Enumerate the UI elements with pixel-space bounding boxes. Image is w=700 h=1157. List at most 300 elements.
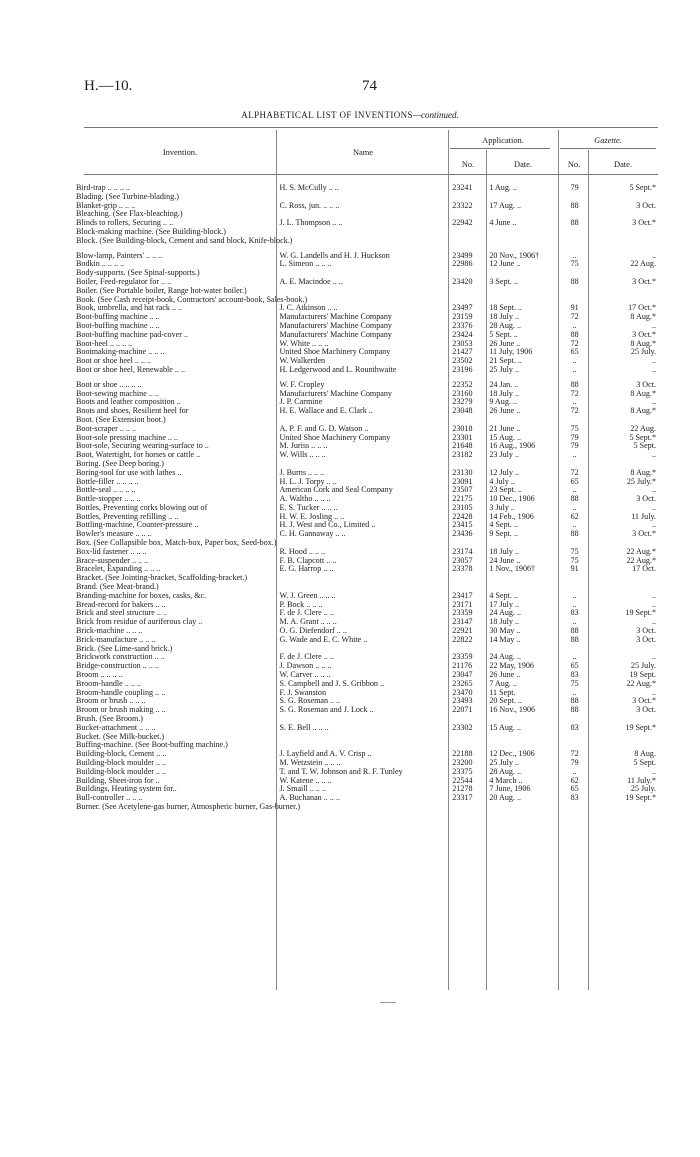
gazette-date-cell (588, 228, 656, 237)
gazette-no-cell: .. (572, 250, 577, 260)
application-no-cell: 23200 (452, 758, 473, 767)
name-cell: J. C. Atkinson .. .. (279, 303, 338, 313)
header-name: Name (353, 148, 373, 157)
name-cell: American Cork and Seal Company (279, 485, 393, 495)
application-date-cell: 12 June .. (489, 259, 521, 269)
invention-cell: Broom .. .. .. .. (76, 670, 123, 680)
gazette-date-cell: 3 Oct. (636, 626, 656, 636)
application-date-cell (489, 287, 561, 296)
invention-cell: Bodkin .. .. .. .. (76, 259, 125, 269)
name-cell: A. Waltho .. .. .. (279, 494, 331, 504)
application-no-cell: 23507 (452, 485, 473, 495)
invention-cell: Book, umbrella, and hat rack .. .. (76, 303, 183, 313)
application-no-cell: 22986 (452, 259, 473, 269)
name-cell: W. Carver .. .. .. (279, 670, 331, 680)
gazette-no-cell: .. (572, 617, 577, 627)
invention-cell: Brick from residue of auriferous clay .. (76, 617, 203, 627)
invention-cell: Boot-scraper .. .. .. (76, 423, 137, 433)
application-no-cell: 23160 (452, 388, 473, 398)
footer-mark (380, 1002, 396, 1003)
header-gazette: Gazette. (594, 136, 622, 145)
gazette-date-cell: 25 July.* (626, 476, 656, 486)
application-date-cell: 24 Aug. .. (489, 608, 522, 618)
invention-cell: Body-supports. (See Spinal-supports.) (76, 268, 200, 278)
invention-cell: Boiler, Feed-regulator for .. .. (76, 276, 172, 286)
gazette-no-cell: .. (572, 320, 577, 330)
series-number: H.—10. (84, 78, 133, 94)
application-no-cell: 23196 (452, 364, 473, 374)
gazette-date-cell: 25 July. (630, 347, 656, 357)
application-underline (450, 148, 550, 149)
gazette-date-cell: 8 Aug.* (630, 388, 656, 398)
gazette-date-cell: .. (651, 520, 656, 530)
invention-cell: Buildings, Heating system for.. (76, 784, 177, 794)
name-cell: J. L. Thompson .. .. (279, 218, 343, 228)
application-no-cell: 22428 (452, 511, 473, 521)
name-cell: G. Wade and E. C. White .. (279, 634, 368, 644)
gazette-no-cell: .. (572, 450, 577, 460)
name-cell: J. Layfield and A. V. Crisp .. (279, 749, 372, 759)
application-date-cell (489, 574, 561, 583)
application-no-cell: 23376 (452, 320, 473, 330)
name-cell: L. Simeon .. .. .. (279, 259, 332, 269)
application-date-cell: 9 Aug. .. (489, 397, 517, 407)
gazette-no-cell: .. (572, 502, 577, 512)
invention-cell: Brickwork construction .. .. (76, 652, 165, 662)
invention-cell: Bottling-machine, Counter-pressure .. (76, 520, 199, 530)
gazette-no-cell: .. (572, 356, 577, 366)
application-date-cell: 14 Feb., 1906 (489, 511, 534, 521)
header-gazette-no: No. (567, 160, 581, 169)
gazette-date-cell: .. (651, 320, 656, 330)
application-date-cell: 11 July, 1906 (489, 347, 533, 357)
application-no-cell: 23171 (452, 599, 473, 609)
application-date-cell: 5 Sept. .. (489, 329, 518, 339)
invention-cell: Broom or brush .. .. .. (76, 696, 146, 706)
invention-cell: Bootmaking-machine .. .. .. (76, 347, 165, 357)
application-no-cell: 22352 (452, 379, 473, 389)
application-date-cell: 9 Sept. .. (489, 529, 518, 539)
name-cell: W. Katene .. .. .. (279, 775, 332, 785)
invention-cell: Bottles, Preventing refilling .. .. (76, 511, 179, 521)
table-row (84, 574, 656, 583)
name-cell: H. S. McCully .. .. (279, 183, 339, 192)
gazette-date-cell: 3 Oct. (636, 494, 656, 504)
gazette-date-cell: 8 Aug.* (630, 338, 656, 348)
invention-cell: Boot, Watertight, for horses or cattle .. (76, 450, 201, 460)
gazette-no-cell: 88 (570, 379, 579, 389)
invention-cell: Buffing-machine. (See Boot-buffing machine.) (76, 740, 228, 750)
caption-main: ALPHABETICAL LIST OF INVENTIONS (241, 110, 413, 120)
gazette-date-cell: 5 Sept.* (629, 183, 656, 192)
gazette-date-cell: .. (651, 450, 656, 460)
invention-cell: Bracket. (See Jointing-bracket, Scaffolding-bracket.) (76, 573, 248, 583)
gazette-no-cell: 79 (570, 758, 579, 767)
gazette-no-cell: 75 (570, 555, 579, 565)
gazette-date-cell: 19 Sept.* (625, 722, 656, 732)
application-no-cell: 22942 (452, 218, 473, 228)
gazette-no-cell: 72 (570, 467, 579, 477)
name-cell: W. G. Landells and H. J. Huckson (279, 250, 390, 260)
invention-cell: Brand. (See Meat-brand.) (76, 582, 159, 592)
invention-cell: Bridge-construction .. .. .. (76, 661, 159, 671)
application-date-cell: 1 Nov., 1906† (489, 564, 536, 574)
application-no-cell: 23241 (452, 183, 473, 192)
invention-cell: Boiler. (See Portable boiler, Range hot-water boiler.) (76, 285, 247, 295)
top-rule (84, 127, 658, 128)
application-no-cell: 23159 (452, 312, 473, 322)
gazette-no-cell: 72 (570, 749, 579, 759)
gazette-date-cell (588, 237, 656, 246)
gazette-date-cell: 8 Aug.* (630, 406, 656, 416)
gazette-no-cell (561, 803, 588, 812)
gazette-no-cell: 88 (570, 218, 579, 228)
application-date-cell: 26 June .. (489, 670, 521, 680)
name-cell: S. E. Bell .. .. .. (279, 722, 329, 732)
name-cell: J. Burns .. .. .. (279, 467, 325, 477)
name-cell: S. G. Roseman and J. Lock .. (279, 705, 374, 715)
name-cell: S. G. Roseman .. .. (279, 696, 341, 706)
application-no-cell: 21427 (452, 347, 473, 357)
application-no-cell (452, 574, 489, 583)
application-date-cell: 21 June .. (489, 423, 521, 433)
gazette-no-cell: 88 (570, 329, 579, 339)
invention-cell: Broom-handle coupling .. .. (76, 687, 166, 697)
header-application: Application. (482, 136, 524, 145)
application-date-cell: 18 July .. (489, 546, 519, 556)
gazette-date-cell (588, 583, 656, 592)
invention-cell: Boot or shoe .. .. .. .. (76, 379, 142, 389)
table-row (84, 803, 656, 812)
application-no-cell: 23493 (452, 696, 473, 706)
invention-cell: Brush. (See Broom.) (76, 714, 143, 724)
gazette-no-cell (561, 237, 588, 246)
application-no-cell: 23497 (452, 303, 473, 313)
name-cell: O. G. Diefendorf .. .. (279, 626, 347, 636)
table-row (84, 706, 656, 715)
name-cell (279, 237, 452, 246)
header-invention: Invention. (162, 148, 198, 157)
gazette-no-cell: .. (572, 652, 577, 662)
gazette-date-cell (588, 803, 656, 812)
application-date-cell: 26 June .. (489, 338, 521, 348)
invention-cell: Boot-buffing machine .. .. (76, 320, 160, 330)
application-date-cell: 28 Aug. .. (489, 320, 522, 330)
gazette-date-cell: 3 Oct.* (632, 696, 656, 706)
application-date-cell: 11 Sept. (489, 687, 516, 697)
table-row (84, 645, 656, 654)
gazette-no-cell: 79 (570, 183, 579, 192)
gazette-date-cell: 3 Oct.* (632, 218, 656, 228)
table-row (84, 592, 656, 601)
invention-cell: Boot-buffing machine .. .. (76, 312, 160, 322)
name-cell: H. E. Wallace and E. Clark .. (279, 406, 373, 416)
gazette-no-cell: 72 (570, 406, 579, 416)
gazette-no-cell: 88 (570, 200, 579, 210)
gazette-no-cell: 72 (570, 388, 579, 398)
application-no-cell (452, 287, 489, 296)
application-date-cell: 25 July .. (489, 758, 519, 767)
gazette-no-cell: .. (572, 520, 577, 530)
invention-cell: Book. (See Cash receipt-book, Contractors' account-book, Sales-book.) (76, 294, 308, 304)
header-application-no: No. (461, 160, 475, 169)
name-cell: F. de J. Clere .. .. (279, 652, 334, 662)
caption-suffix: —continued. (412, 110, 459, 120)
name-cell: W. Wills .. .. .. (279, 450, 326, 460)
gazette-date-cell: 3 Oct.* (632, 329, 656, 339)
gazette-date-cell: 3 Oct.* (632, 276, 656, 286)
gazette-no-cell: 83 (570, 722, 579, 732)
application-date-cell: 18 July .. (489, 312, 519, 322)
invention-cell: Boots and shoes, Resilient heel for (76, 406, 189, 416)
invention-cell: Box-lid fastener .. .. .. (76, 546, 147, 556)
gazette-no-cell: .. (572, 364, 577, 374)
name-cell: W. F. Cropley (279, 379, 325, 389)
invention-cell: Bowler's measure .. .. .. (76, 529, 152, 539)
gazette-no-cell: 88 (570, 634, 579, 644)
application-date-cell: 4 March .. (489, 775, 523, 785)
name-cell: Manufacturers' Machine Company (279, 329, 392, 339)
application-no-cell: 23359 (452, 652, 473, 662)
name-cell: A. P. F. and G. D. Watson .. (279, 423, 369, 433)
gazette-no-cell (561, 228, 588, 237)
gazette-date-cell (588, 733, 656, 742)
invention-cell: Blading. (See Turbine-blading.) (76, 191, 179, 201)
invention-cell: Blow-lamp, Painters' .. .. .. (76, 250, 163, 260)
application-no-cell: 23130 (452, 467, 473, 477)
gazette-date-cell: 8 Aug. (634, 749, 656, 759)
invention-cell: Boot-heel .. .. .. .. (76, 338, 133, 348)
application-date-cell: 12 Dec., 1906 (489, 749, 535, 759)
gazette-no-cell: 88 (570, 626, 579, 636)
header-bottom-rule (84, 174, 658, 175)
invention-cell: Bottles, Preventing corks blowing out of (76, 502, 208, 512)
application-date-cell: 17 July .. (489, 599, 519, 609)
application-no-cell: 23265 (452, 678, 473, 688)
gazette-no-cell: 83 (570, 608, 579, 618)
gazette-date-cell (588, 574, 656, 583)
gazette-no-cell: 72 (570, 312, 579, 322)
application-date-cell (489, 733, 561, 742)
gazette-no-cell: .. (572, 590, 577, 600)
application-no-cell: 23317 (452, 793, 473, 803)
gazette-date-cell: .. (651, 590, 656, 600)
invention-cell: Branding-machine for boxes, casks, &c. (76, 590, 207, 600)
invention-cell: Boot-sewing machine .. .. (76, 388, 159, 398)
application-date-cell (489, 237, 561, 246)
invention-cell: Boots and leather composition .. (76, 397, 181, 407)
table-row (84, 724, 656, 733)
application-date-cell: 10 Dec., 1906 (489, 494, 535, 504)
gazette-date-cell: .. (651, 397, 656, 407)
gazette-date-cell: 25 July. (630, 784, 656, 794)
application-no-cell (452, 733, 489, 742)
application-date-cell: 18 Sept. .. (489, 303, 522, 313)
name-cell: A. E. Macindoe .. .. (279, 276, 343, 286)
invention-cell: Building-block moulder .. .. (76, 766, 167, 776)
table-row (84, 366, 656, 375)
application-no-cell: 22175 (452, 494, 473, 504)
name-cell: Manufacturers' Machine Company (279, 388, 392, 398)
name-cell: J. Smaill .. .. .. (279, 784, 326, 794)
invention-cell: Brick and steel structure .. .. (76, 608, 168, 618)
name-cell: Manufacturers' Machine Company (279, 320, 392, 330)
application-date-cell: 20 Nov., 1906† (489, 250, 540, 260)
name-cell (279, 574, 452, 583)
gazette-date-cell: .. (651, 502, 656, 512)
application-date-cell: 4 June .. (489, 218, 517, 228)
header-gazette-date: Date. (614, 160, 632, 169)
application-no-cell (452, 803, 489, 812)
gazette-date-cell: 19 Sept.* (625, 608, 656, 618)
gazette-date-cell: 22 Aug.* (626, 678, 656, 688)
name-cell: M. A. Grant .. .. .. (279, 617, 337, 627)
invention-cell: Bucket-attachment .. .. .. (76, 722, 156, 732)
gazette-no-cell: 65 (570, 784, 579, 794)
name-cell: F. J. Swanston (279, 687, 327, 697)
gazette-date-cell: 11 July.* (627, 775, 656, 785)
gazette-date-cell: 3 Oct. (636, 200, 656, 210)
gazette-underline (560, 148, 656, 149)
invention-cell: Brick. (See Lime-sand brick.) (76, 643, 173, 653)
application-date-cell: 14 May .. (489, 634, 521, 644)
application-date-cell: 16 Nov., 1906 (489, 705, 536, 715)
invention-cell: Building-block moulder .. .. (76, 758, 167, 767)
application-date-cell: 1 Aug. .. (489, 183, 517, 192)
application-date-cell: 24 Aug. .. (489, 652, 522, 662)
application-no-cell: 22544 (452, 775, 473, 785)
gazette-no-cell: 83 (570, 793, 579, 803)
application-date-cell: 16 Aug., 1906 (489, 441, 536, 451)
gazette-date-cell: .. (651, 687, 656, 697)
gazette-no-cell: .. (572, 485, 577, 495)
gazette-date-cell: 3 Oct.* (632, 529, 656, 539)
invention-cell: Boring-tool for use with lathes .. (76, 467, 182, 477)
gazette-no-cell: .. (572, 687, 577, 697)
invention-cell: Burner. (See Acetylene-gas burner, Atmospheric burner, Gas-burner.) (76, 801, 301, 811)
table-row (84, 407, 656, 416)
invention-cell: Boot-buffing machine pad-cover .. (76, 329, 189, 339)
name-cell: United Shoe Machinery Company (279, 347, 391, 357)
gazette-date-cell: .. (651, 485, 656, 495)
application-no-cell: 23375 (452, 766, 473, 776)
gazette-date-cell: 22 Aug.* (626, 546, 656, 556)
invention-cell: Boot-sole, Securing wearing-surface to .. (76, 441, 209, 451)
gazette-no-cell (561, 574, 588, 583)
application-date-cell: 15 Aug. .. (489, 432, 522, 442)
table-row (84, 680, 656, 689)
application-no-cell: 23147 (452, 617, 473, 627)
gazette-date-cell: 5 Sept. (633, 758, 656, 767)
invention-cell: Bull-controller .. .. .. (76, 793, 143, 803)
gazette-no-cell: 88 (570, 696, 579, 706)
application-no-cell: 22822 (452, 634, 473, 644)
invention-cell: Brick-machine .. .. .. (76, 626, 143, 636)
invention-cell: Bird-trap .. .. .. .. (76, 183, 130, 192)
application-date-cell: 12 July .. (489, 467, 519, 477)
application-date-cell: 20 Aug. .. (489, 793, 522, 803)
application-no-cell: 21648 (452, 441, 473, 451)
name-cell: W. Walkerden (279, 356, 326, 366)
name-cell (279, 228, 452, 237)
name-cell (279, 803, 452, 812)
application-date-cell: 28 Aug. .. (489, 766, 522, 776)
gazette-no-cell: 75 (570, 678, 579, 688)
gazette-date-cell: .. (651, 652, 656, 662)
gazette-no-cell: 65 (570, 347, 579, 357)
application-date-cell: 4 July .. (489, 476, 515, 486)
gazette-date-cell (588, 645, 656, 654)
application-date-cell: 23 Sept. .. (489, 485, 522, 495)
invention-cell: Bottle-seal .. .. .. .. (76, 485, 136, 495)
gazette-no-cell (561, 287, 588, 296)
application-no-cell: 23415 (452, 520, 473, 530)
application-no-cell: 23047 (452, 670, 473, 680)
table-row (84, 348, 656, 357)
application-no-cell: 23424 (452, 329, 473, 339)
name-cell (279, 733, 452, 742)
table-row (84, 237, 656, 246)
name-cell: Manufacturers' Machine Company (279, 312, 392, 322)
application-no-cell: 22071 (452, 705, 473, 715)
application-date-cell (489, 803, 561, 812)
invention-cell: Blinds to rollers, Securing .. .. (76, 218, 174, 228)
gazette-no-cell: 79 (570, 432, 579, 442)
application-date-cell: 18 July .. (489, 617, 519, 627)
inventions-table (76, 183, 656, 812)
name-cell: M. Wetzstein .. .. .. (279, 758, 341, 767)
gazette-date-cell: .. (651, 617, 656, 627)
gazette-no-cell: 62 (570, 511, 579, 521)
gazette-no-cell: 79 (570, 441, 579, 451)
application-no-cell: 23436 (452, 529, 473, 539)
invention-cell: Block. (See Building-block, Cement and sand block, Knife-block.) (76, 235, 293, 245)
name-cell: C. Ross, jun. .. .. .. (279, 200, 340, 210)
gazette-date-cell: 22 Aug.* (626, 555, 656, 565)
application-no-cell: 23105 (452, 502, 473, 512)
gazette-no-cell: 62 (570, 775, 579, 785)
gazette-date-cell: 5 Sept. (633, 441, 656, 451)
application-no-cell: 23302 (452, 722, 473, 732)
gazette-date-cell: 19 Sept.* (625, 793, 656, 803)
invention-cell: Boot-sole pressing machine .. .. (76, 432, 179, 442)
application-no-cell: 23053 (452, 338, 473, 348)
application-date-cell: 22 May, 1906 (489, 661, 534, 671)
application-date-cell: 20 Sept. .. (489, 696, 522, 706)
gazette-no-cell (561, 733, 588, 742)
gazette-no-cell: 88 (570, 494, 579, 504)
invention-cell: Blanket-grip .. .. .. (76, 200, 136, 210)
name-cell: F. B. Clapcott .. .. (279, 555, 337, 565)
application-no-cell: 23378 (452, 564, 473, 574)
application-no-cell: 23322 (452, 200, 473, 210)
application-date-cell: 3 July .. (489, 502, 515, 512)
gazette-date-cell: .. (651, 250, 656, 260)
application-no-cell: 23502 (452, 356, 473, 366)
gazette-date-cell: 8 Aug.* (630, 312, 656, 322)
gazette-no-cell: 75 (570, 546, 579, 556)
gazette-no-cell: 72 (570, 338, 579, 348)
gazette-date-cell: 5 Sept.* (629, 432, 656, 442)
gazette-date-cell: 17 Oct.* (628, 303, 656, 313)
gazette-date-cell: 3 Oct. (636, 634, 656, 644)
application-no-cell (452, 228, 489, 237)
gazette-no-cell: 88 (570, 529, 579, 539)
application-date-cell: 21 Sept. .. (489, 356, 522, 366)
invention-cell: Boot or shoe heel .. .. .. (76, 356, 152, 366)
application-date-cell: 24 Jan. .. (489, 379, 519, 389)
application-date-cell: 3 Sept. .. (489, 276, 518, 286)
